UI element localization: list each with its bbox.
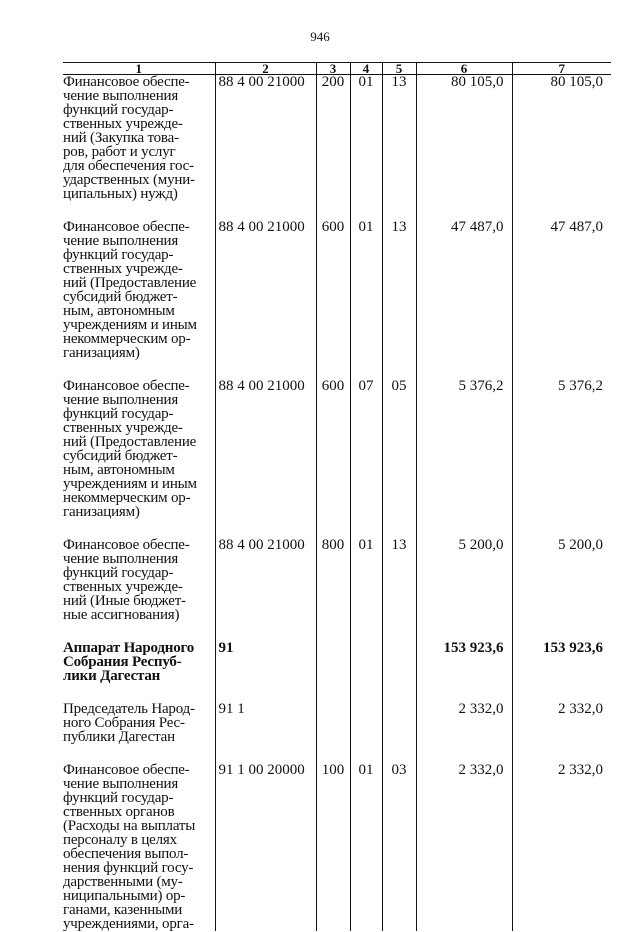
row-subsection: 03 — [382, 763, 416, 931]
row-expense-type: 200 — [316, 75, 350, 221]
column-header-3: 3 — [316, 63, 350, 75]
row-code: 88 4 00 21000 — [215, 220, 316, 379]
row-subsection: 13 — [382, 75, 416, 221]
row-description: Финансовое обеспе- чение выполнения функций государ- ственных учрежде- ний (Закупка това- ров, работ и услуг для обеспечения гос- ударственных (муни- ципальных) нужд) — [63, 74, 195, 202]
table-row — [63, 75, 611, 221]
row-code: 91 1 — [215, 702, 316, 763]
row-value-7: 47 487,0 — [512, 220, 611, 379]
row-value-6: 5 376,2 — [416, 379, 512, 538]
row-subsection: 05 — [382, 379, 416, 538]
table-row — [63, 220, 611, 379]
row-expense-type: 100 — [316, 763, 350, 931]
table-header-row — [63, 63, 611, 75]
row-description: Аппарат Народного Собрания Респуб- лики Дагестан — [63, 640, 195, 684]
row-description: Председатель Народ- ного Собрания Рес- публики Дагестан — [63, 701, 195, 745]
row-description: Финансовое обеспе- чение выполнения функций государ- ственных органов (Расходы на выплаты персоналу в целях обеспечения выпол- нения функций госу- дарственными (му- ниципальными) ор- ганами, казенными учреждениями, орга- — [63, 762, 196, 932]
row-section: 01 — [350, 763, 382, 931]
row-subsection — [382, 702, 416, 763]
column-header-5: 5 — [382, 63, 416, 75]
row-code: 88 4 00 21000 — [215, 538, 316, 641]
row-value-6: 2 332,0 — [416, 763, 512, 931]
row-value-7: 5 376,2 — [512, 379, 611, 538]
row-expense-type: 600 — [316, 379, 350, 538]
row-code: 88 4 00 21000 — [215, 75, 316, 221]
row-subsection: 13 — [382, 220, 416, 379]
row-section: 01 — [350, 538, 382, 641]
row-section — [350, 641, 382, 702]
row-subsection — [382, 641, 416, 702]
row-value-7: 80 105,0 — [512, 75, 611, 221]
table-row — [63, 641, 611, 702]
row-value-6: 153 923,6 — [416, 641, 512, 702]
row-value-7: 5 200,0 — [512, 538, 611, 641]
table-row — [63, 379, 611, 538]
column-header-2: 2 — [215, 63, 316, 75]
row-code: 91 1 00 20000 — [215, 763, 316, 931]
budget-table — [63, 62, 611, 931]
table-row — [63, 702, 611, 763]
row-section: 01 — [350, 75, 382, 221]
row-expense-type — [316, 641, 350, 702]
row-code: 88 4 00 21000 — [215, 379, 316, 538]
row-value-6: 80 105,0 — [416, 75, 512, 221]
row-value-6: 2 332,0 — [416, 702, 512, 763]
row-value-6: 47 487,0 — [416, 220, 512, 379]
column-header-7: 7 — [512, 63, 611, 75]
row-value-6: 5 200,0 — [416, 538, 512, 641]
column-header-4: 4 — [350, 63, 382, 75]
page-number: 946 — [310, 29, 330, 44]
row-description: Финансовое обеспе- чение выполнения функций государ- ственных учрежде- ний (Иные бюджет- ные ассигнования) — [63, 537, 190, 623]
row-value-7: 153 923,6 — [512, 641, 611, 702]
row-section — [350, 702, 382, 763]
row-expense-type: 600 — [316, 220, 350, 379]
column-header-1: 1 — [63, 63, 215, 75]
row-description: Финансовое обеспе- чение выполнения функций государ- ственных учрежде- ний (Предоставление субсидий бюджет- ным, автономным учреждениям и иным некоммерческим ор- ганизациям) — [63, 378, 197, 520]
row-description: Финансовое обеспе- чение выполнения функций государ- ственных учрежде- ний (Предоставление субсидий бюджет- ным, автономным учреждениям и иным некоммерческим ор- ганизациям) — [63, 219, 197, 361]
row-section: 01 — [350, 220, 382, 379]
row-code: 91 — [215, 641, 316, 702]
row-expense-type — [316, 702, 350, 763]
table-row — [63, 763, 611, 931]
column-header-6: 6 — [416, 63, 512, 75]
row-expense-type: 800 — [316, 538, 350, 641]
row-section: 07 — [350, 379, 382, 538]
table-row — [63, 538, 611, 641]
row-value-7: 2 332,0 — [512, 763, 611, 931]
row-value-7: 2 332,0 — [512, 702, 611, 763]
row-subsection: 13 — [382, 538, 416, 641]
